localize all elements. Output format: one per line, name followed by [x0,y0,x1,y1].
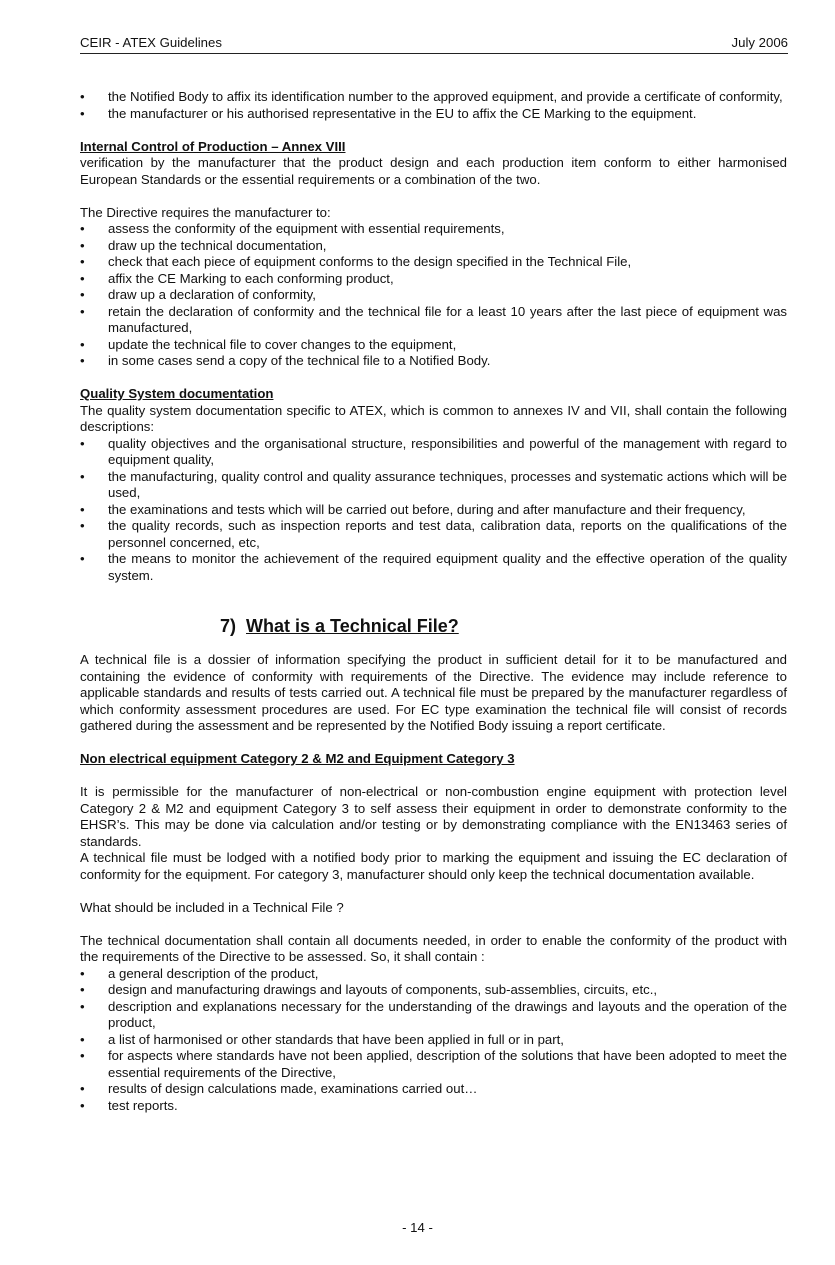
bullet-icon: • [80,1097,85,1113]
bullet-icon: • [80,221,85,236]
bullet-icon: • [80,982,85,997]
internal-control-heading: Internal Control of Production – Annex VIII [80,138,346,154]
bullet-icon: • [80,1048,85,1063]
manufacturer-requirements-list [80,221,787,370]
bullet-icon: • [80,1081,85,1096]
list-item: • the manufacturer or his authorised representative in the EU to affix the CE Marking to the equipment. [80,105,697,121]
bullet-icon: • [80,998,85,1014]
list-item: • for aspects where standards have not been applied, description of the solutions that have been adopted to meet the essential requirements of the Directive, [80,1048,787,1080]
technical-file-question: What should be included in a Technical File ? [80,899,344,915]
list-item: • affix the CE Marking to each conforming product, [80,270,394,286]
bullet-icon: • [80,353,85,368]
directive-requires-intro: The Directive requires the manufacturer to: [80,204,331,220]
bullet-icon: • [80,518,85,533]
section-number: 7) [220,616,237,636]
technical-file-lodged-paragraph: A technical file must be lodged with a notified body prior to marking the equipment and issuing the EC declaration of conformity for the equipment. For category 3, manufacturer should only keep the technical documentation available. [80,850,787,882]
list-item: • a list of harmonised or other standards that have been applied in full or in part, [80,1031,564,1047]
list-item: • a general description of the product, [80,965,319,981]
list-item: • test reports. [80,1097,178,1113]
list-item: • assess the conformity of the equipment with essential requirements, [80,221,505,236]
list-item: • the means to monitor the achievement of the required equipment quality and the effective operation of the quality system. [80,551,787,583]
bullet-icon: • [80,501,85,517]
bullet-icon: • [80,270,85,286]
bullet-icon: • [80,105,85,121]
bullet-icon: • [80,89,85,104]
list-item: • quality objectives and the organisational structure, responsibilities and powerful of the management with regard to equipment quality, [80,435,787,467]
list-item: • the quality records, such as inspection reports and test data, calibration data, reports on the qualifications of the personnel concerned, etc, [80,518,787,550]
bullet-icon: • [80,303,85,319]
list-item: • check that each piece of equipment conforms to the design specified in the Technical File, [80,254,632,269]
bullet-icon: • [80,551,85,566]
list-item: • design and manufacturing drawings and layouts of components, sub-assemblies, circuits, etc., [80,982,658,997]
bullet-icon: • [80,468,85,484]
quality-system-heading: Quality System documentation [80,386,274,401]
bullet-icon: • [80,254,85,269]
quality-system-paragraph: The quality system documentation specific to ATEX, which is common to annexes IV and VII, shall contain the following descriptions: [80,402,787,434]
bullet-icon: • [80,287,85,302]
technical-documentation-paragraph: The technical documentation shall contain all documents needed, in order to enable the conformity of the product with the requirements of the Directive to be assessed. So, it shall contain : [80,932,787,964]
list-item: • the manufacturing, quality control and quality assurance techniques, processes and systematic actions which will be used, [80,468,787,500]
list-item: • the Notified Body to affix its identification number to the approved equipment, and provide a certificate of conformity, [80,89,783,104]
section-7-title [80,614,787,638]
list-item: • retain the declaration of conformity and the technical file for a least 10 years after the last piece of equipment was manufactured, [80,303,787,335]
bullet-icon: • [80,237,85,253]
header-doc-title: CEIR - ATEX Guidelines [80,35,222,50]
list-item: • update the technical file to cover changes to the equipment, [80,336,457,352]
list-item: • draw up a declaration of conformity, [80,287,316,302]
bullet-icon: • [80,336,85,352]
header-date: July 2006 [731,35,788,50]
page-number: - 14 - [402,1220,433,1235]
technical-file-paragraph: A technical file is a dossier of information specifying the product in sufficient detail for it to be manufactured and containing the evidence of conformity with requirements of the Directive. The evidence may include reference to applicable standards and results of tests carried out. A technical file must be prepared by the manufacturer regardless of which conformity assessment procedures are used. For EC type examination the technical file will consist of records gathered during the assessment and be represented by the Notified Body issuing a report certificate. [80,652,787,733]
list-item: • the examinations and tests which will be carried out before, during and after manufacture and their frequency, [80,501,746,517]
section-title-text: What is a Technical File? [246,616,459,636]
bullet-icon: • [80,435,85,451]
technical-file-contents-list [80,966,787,1115]
list-item: • results of design calculations made, examinations carried out… [80,1081,478,1096]
page-header [80,33,788,54]
page-content [80,89,787,1114]
internal-control-paragraph: verification by the manufacturer that the product design and each production item conform to either harmonised European Standards or the essential requirements or a combination of the two. [80,155,787,187]
bullet-icon: • [80,1031,85,1047]
list-item: • in some cases send a copy of the technical file to a Notified Body. [80,353,491,368]
quality-descriptions-list [80,436,787,585]
bullet-icon: • [80,965,85,981]
top-bullet-list [80,89,787,122]
list-item: • description and explanations necessary for the understanding of the drawings and layouts and the operation of the product, [80,998,787,1030]
self-assess-paragraph: It is permissible for the manufacturer of non-electrical or non-combustion engine equipment with protection level Category 2 & M2 and equipment Category 3 to self assess their equipment in order to demonstrate conformity to the EHSR’s. This may be done via calculation and/or testing or by demonstrating compliance with the EN13463 series of standards. [80,784,787,849]
list-item: • draw up the technical documentation, [80,237,327,253]
non-electrical-heading: Non electrical equipment Category 2 & M2 and Equipment Category 3 [80,751,515,766]
